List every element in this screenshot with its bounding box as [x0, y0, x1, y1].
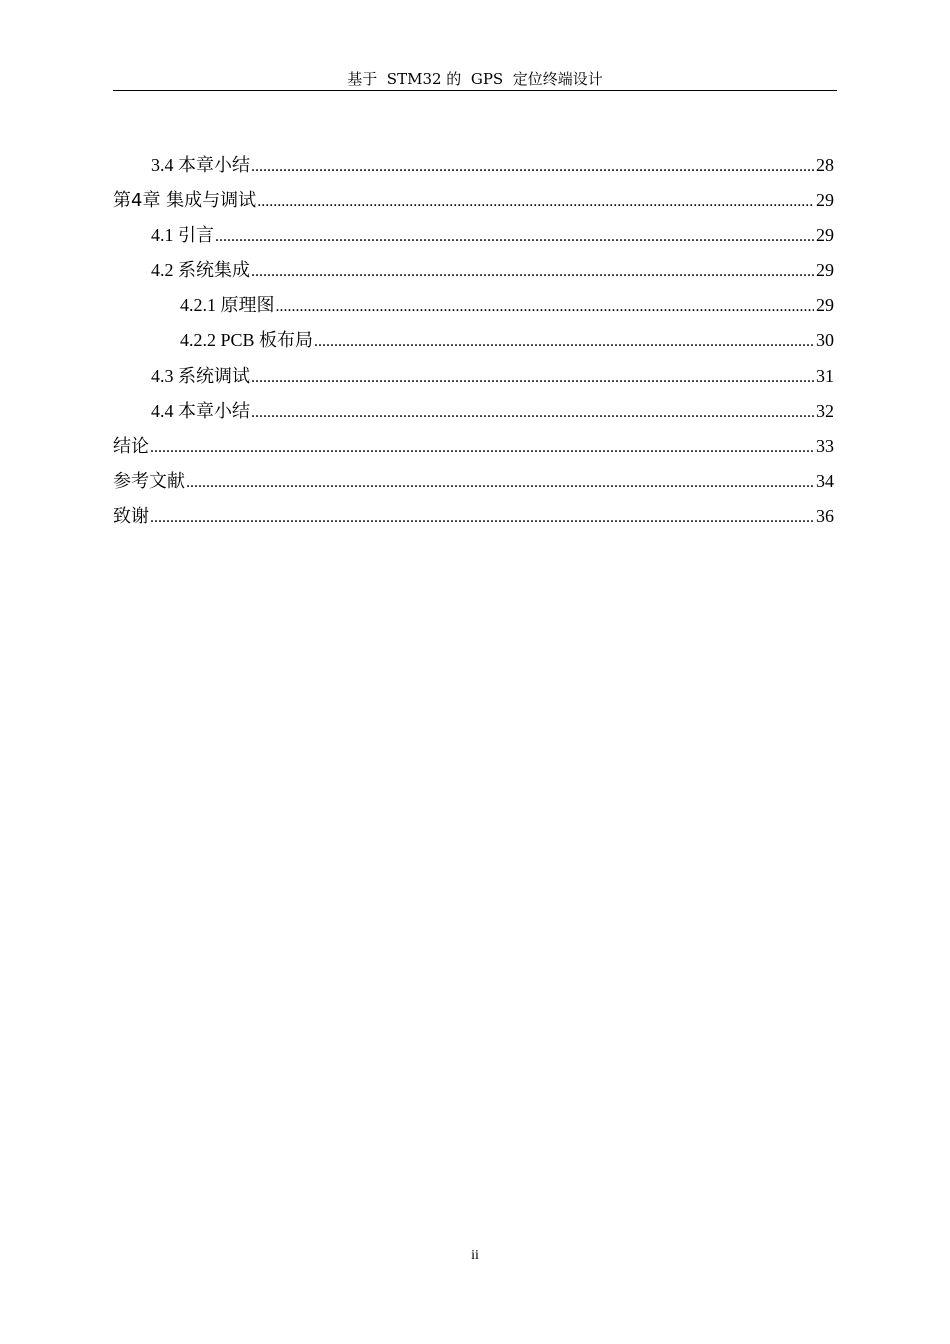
toc-leader-dots — [150, 433, 814, 463]
page-header-title: 基于 STM32 的 GPS 定位终端设计 — [347, 70, 603, 88]
toc-entry-page: 29 — [816, 190, 834, 211]
toc-leader-dots — [186, 468, 814, 498]
toc-entry-page: 29 — [816, 295, 834, 316]
toc-entry-title: 4.1 引言 — [151, 225, 214, 246]
toc-entry-title: 3.4 本章小结 — [151, 155, 250, 175]
toc-entry-page: 36 — [816, 505, 834, 526]
toc-entry-title: 第4章 集成与调试 — [113, 190, 257, 212]
toc-entry[interactable] — [113, 220, 834, 255]
page-number: ii — [471, 1248, 479, 1263]
toc-entry-page: 30 — [816, 330, 834, 351]
table-of-contents — [113, 150, 834, 536]
toc-leader-dots — [251, 152, 814, 182]
toc-entry-page: 29 — [816, 225, 834, 246]
toc-entry-title: 4.2.1 原理图 — [180, 295, 275, 316]
toc-entry[interactable] — [113, 150, 834, 185]
toc-entry[interactable] — [113, 185, 834, 220]
toc-entry[interactable] — [113, 255, 834, 290]
toc-leader-dots — [251, 398, 814, 428]
toc-leader-dots — [251, 363, 814, 393]
toc-entry-title: 4.3 系统调试 — [151, 365, 250, 386]
toc-entry-title: 4.4 本章小结 — [151, 400, 250, 421]
toc-leader-dots — [257, 187, 814, 217]
toc-entry[interactable] — [113, 431, 834, 466]
toc-entry[interactable] — [113, 361, 834, 396]
toc-entry[interactable] — [113, 466, 834, 501]
toc-entry[interactable] — [113, 290, 834, 325]
toc-entry-title: 致谢 — [113, 505, 149, 527]
toc-entry-page: 34 — [816, 470, 834, 491]
toc-entry-page: 33 — [816, 435, 834, 456]
toc-leader-dots — [276, 292, 815, 322]
toc-leader-dots — [251, 257, 814, 287]
toc-entry-page: 29 — [816, 260, 834, 281]
toc-entry-title: 4.2 系统集成 — [151, 260, 250, 281]
toc-entry-title: 参考文献 — [113, 470, 185, 492]
toc-leader-dots — [150, 503, 814, 533]
toc-entry[interactable] — [113, 325, 834, 360]
toc-entry-page: 28 — [816, 155, 834, 175]
toc-entry-title: 结论 — [113, 435, 149, 457]
toc-entry-page: 31 — [816, 365, 834, 386]
toc-entry[interactable] — [113, 501, 834, 536]
toc-entry-page: 32 — [816, 400, 834, 421]
toc-leader-dots — [215, 222, 814, 252]
toc-leader-dots — [314, 327, 814, 357]
header-rule — [113, 90, 837, 91]
toc-entry[interactable] — [113, 396, 834, 431]
toc-entry-title: 4.2.2 PCB 板布局 — [180, 330, 314, 351]
